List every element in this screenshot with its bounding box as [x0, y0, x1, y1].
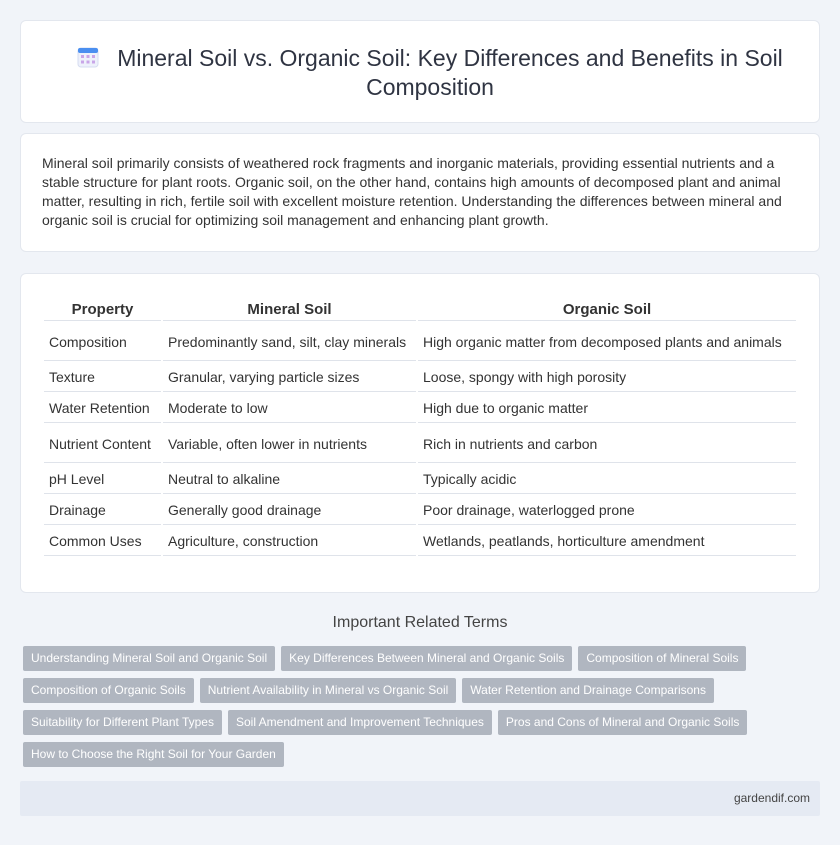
table-row — [44, 363, 796, 392]
table-cell: High due to organic matter — [418, 394, 796, 423]
title-wrap — [61, 44, 799, 102]
table-cell: Variable, often lower in nutrients — [163, 425, 416, 463]
table-cell: Texture — [44, 363, 161, 392]
header-mineral-soil: Mineral Soil — [163, 299, 416, 321]
table-cell: Rich in nutrients and carbon — [418, 425, 796, 463]
calendar-icon — [77, 46, 99, 68]
related-term-tag[interactable]: Water Retention and Drainage Comparisons — [462, 678, 714, 703]
page-title — [61, 44, 799, 102]
table-cell: Agriculture, construction — [163, 527, 416, 556]
table-row — [44, 496, 796, 525]
related-term-tag[interactable]: How to Choose the Right Soil for Your Garden — [23, 742, 284, 767]
table-cell: Typically acidic — [418, 465, 796, 494]
table-cell: Nutrient Content — [44, 425, 161, 463]
table-cell: Water Retention — [44, 394, 161, 423]
table-row — [44, 465, 796, 494]
table-cell: Generally good drainage — [163, 496, 416, 525]
table-cell: Moderate to low — [163, 394, 416, 423]
table-cell: Wetlands, peatlands, horticulture amendment — [418, 527, 796, 556]
table-cell: Poor drainage, waterlogged prone — [418, 496, 796, 525]
related-terms-title: Important Related Terms — [332, 614, 508, 631]
table-cell: Granular, varying particle sizes — [163, 363, 416, 392]
table-cell: Drainage — [44, 496, 161, 525]
table-cell: High organic matter from decomposed plants and animals — [418, 323, 796, 361]
header-card — [20, 20, 820, 123]
related-term-tag[interactable]: Composition of Mineral Soils — [578, 646, 746, 671]
footer-site-link[interactable]: gardendif.com — [733, 791, 810, 805]
related-term-tag[interactable]: Composition of Organic Soils — [23, 678, 194, 703]
related-term-tag[interactable]: Nutrient Availability in Mineral vs Organic Soil — [200, 678, 457, 703]
related-term-tag[interactable]: Suitability for Different Plant Types — [23, 710, 222, 735]
table-row — [44, 425, 796, 463]
table-cell: Common Uses — [44, 527, 161, 556]
related-term-tag[interactable]: Pros and Cons of Mineral and Organic Soils — [498, 710, 747, 735]
related-term-tag[interactable]: Soil Amendment and Improvement Techniques — [228, 710, 492, 735]
footer-bar — [20, 781, 820, 816]
table-header-row — [44, 299, 796, 321]
related-term-tag[interactable]: Understanding Mineral Soil and Organic Soil — [23, 646, 275, 671]
table-cell: Composition — [44, 323, 161, 361]
table-cell: Loose, spongy with high porosity — [418, 363, 796, 392]
comparison-table-card — [20, 273, 820, 593]
table-row — [44, 323, 796, 361]
table-row — [44, 527, 796, 556]
table-row — [44, 394, 796, 423]
intro-card — [20, 133, 820, 252]
table-cell: pH Level — [44, 465, 161, 494]
related-term-tag[interactable]: Key Differences Between Mineral and Organic Soils — [281, 646, 572, 671]
header-organic-soil: Organic Soil — [418, 299, 796, 321]
intro-paragraph: Mineral soil primarily consists of weathered rock fragments and inorganic materials, providing essential nutrients and a stable structure for plant roots. Organic soil, on the other hand, contains high amounts of decomposed plant and animal matter, resulting in rich, fertile soil with excellent moisture retention. Understanding the differences between mineral and organic soil is crucial for optimizing soil management and enhancing plant growth. — [42, 155, 782, 228]
comparison-table — [42, 297, 798, 558]
page-title-text: Mineral Soil vs. Organic Soil: Key Differences and Benefits in Soil Composition — [117, 45, 783, 100]
table-cell: Neutral to alkaline — [163, 465, 416, 494]
table-cell: Predominantly sand, silt, clay minerals — [163, 323, 416, 361]
header-property: Property — [44, 299, 161, 321]
related-terms-list — [23, 646, 783, 774]
